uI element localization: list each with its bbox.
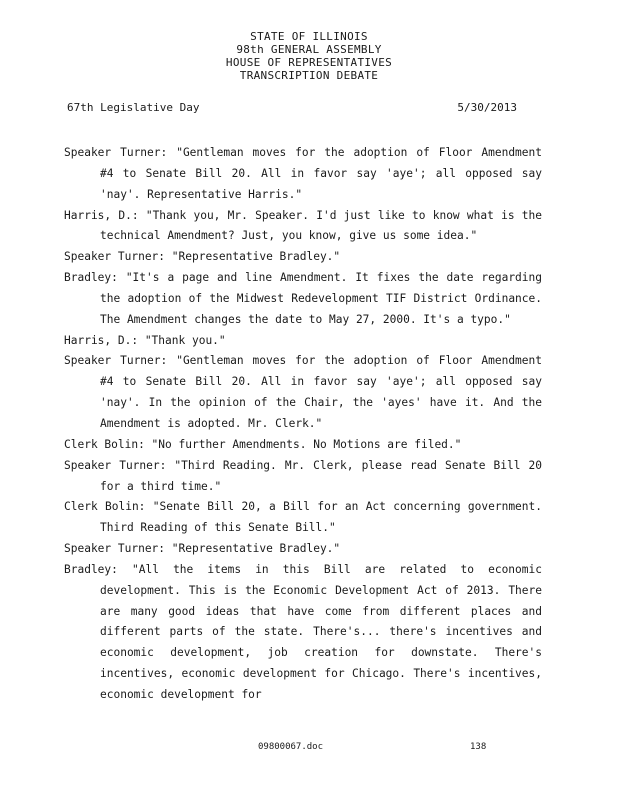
document-header bbox=[0, 30, 618, 82]
transcript-paragraph: Speaker Turner: "Gentleman moves for the adoption of Floor Amendment #4 to Senate Bill 20. All in favor say 'aye'; all opposed say 'nay'. Representative Harris." bbox=[64, 146, 542, 201]
transcript-paragraph: Speaker Turner: "Third Reading. Mr. Clerk, please read Senate Bill 20 for a third time." bbox=[64, 458, 542, 493]
legislative-day-label: 67th Legislative Day bbox=[67, 101, 200, 114]
transcript-paragraph: Clerk Bolin: "Senate Bill 20, a Bill for an Act concerning government. Third Reading of this Senate Bill." bbox=[64, 500, 542, 535]
document-code: 09800067.doc bbox=[258, 742, 324, 752]
transcript-paragraph: Clerk Bolin: "No further Amendments. No Motions are filed." bbox=[64, 437, 462, 451]
transcript-paragraph: Speaker Turner: "Gentleman moves for the adoption of Floor Amendment #4 to Senate Bill 20. All in favor say 'aye'; all opposed say 'nay'. In the opinion of the Chair, the 'ayes' have it. And the Amendment is adopted. Mr. Clerk." bbox=[64, 354, 542, 430]
transcript-paragraph: Harris, D.: "Thank you, Mr. Speaker. I'd just like to know what is the technical Amendment? Just, you know, give us some idea." bbox=[64, 208, 542, 243]
header-state: STATE OF ILLINOIS bbox=[250, 30, 368, 43]
transcript-paragraph: Speaker Turner: "Representative Bradley." bbox=[64, 542, 341, 556]
legislative-day-line bbox=[67, 101, 517, 114]
header-assembly: 98th GENERAL ASSEMBLY bbox=[236, 43, 382, 56]
legislative-day-date: 5/30/2013 bbox=[457, 101, 517, 114]
transcript-paragraph: Bradley: "It's a page and line Amendment. It fixes the date regarding the adoption of the Midwest Redevelopment TIF District Ordinance. The Amendment changes the date to May 27, 2000. It's a typo." bbox=[64, 271, 542, 326]
transcript-paragraph: Bradley: "All the items in this Bill are related to economic development. This is the Economic Development Act of 2013. There are many good ideas that have come from different places and different parts of the state. There's... there's incentives and economic development, job creation for downstate. There's incentives, economic development for Chicago. There's incentives, economic development for bbox=[64, 562, 542, 701]
header-debate: TRANSCRIPTION DEBATE bbox=[239, 69, 379, 82]
transcript-paragraph: Speaker Turner: "Representative Bradley." bbox=[64, 250, 341, 264]
transcript-paragraph: Harris, D.: "Thank you." bbox=[64, 333, 226, 347]
page-number: 138 bbox=[470, 742, 487, 752]
header-house: HOUSE OF REPRESENTATIVES bbox=[225, 56, 393, 69]
transcript-body bbox=[64, 143, 542, 706]
